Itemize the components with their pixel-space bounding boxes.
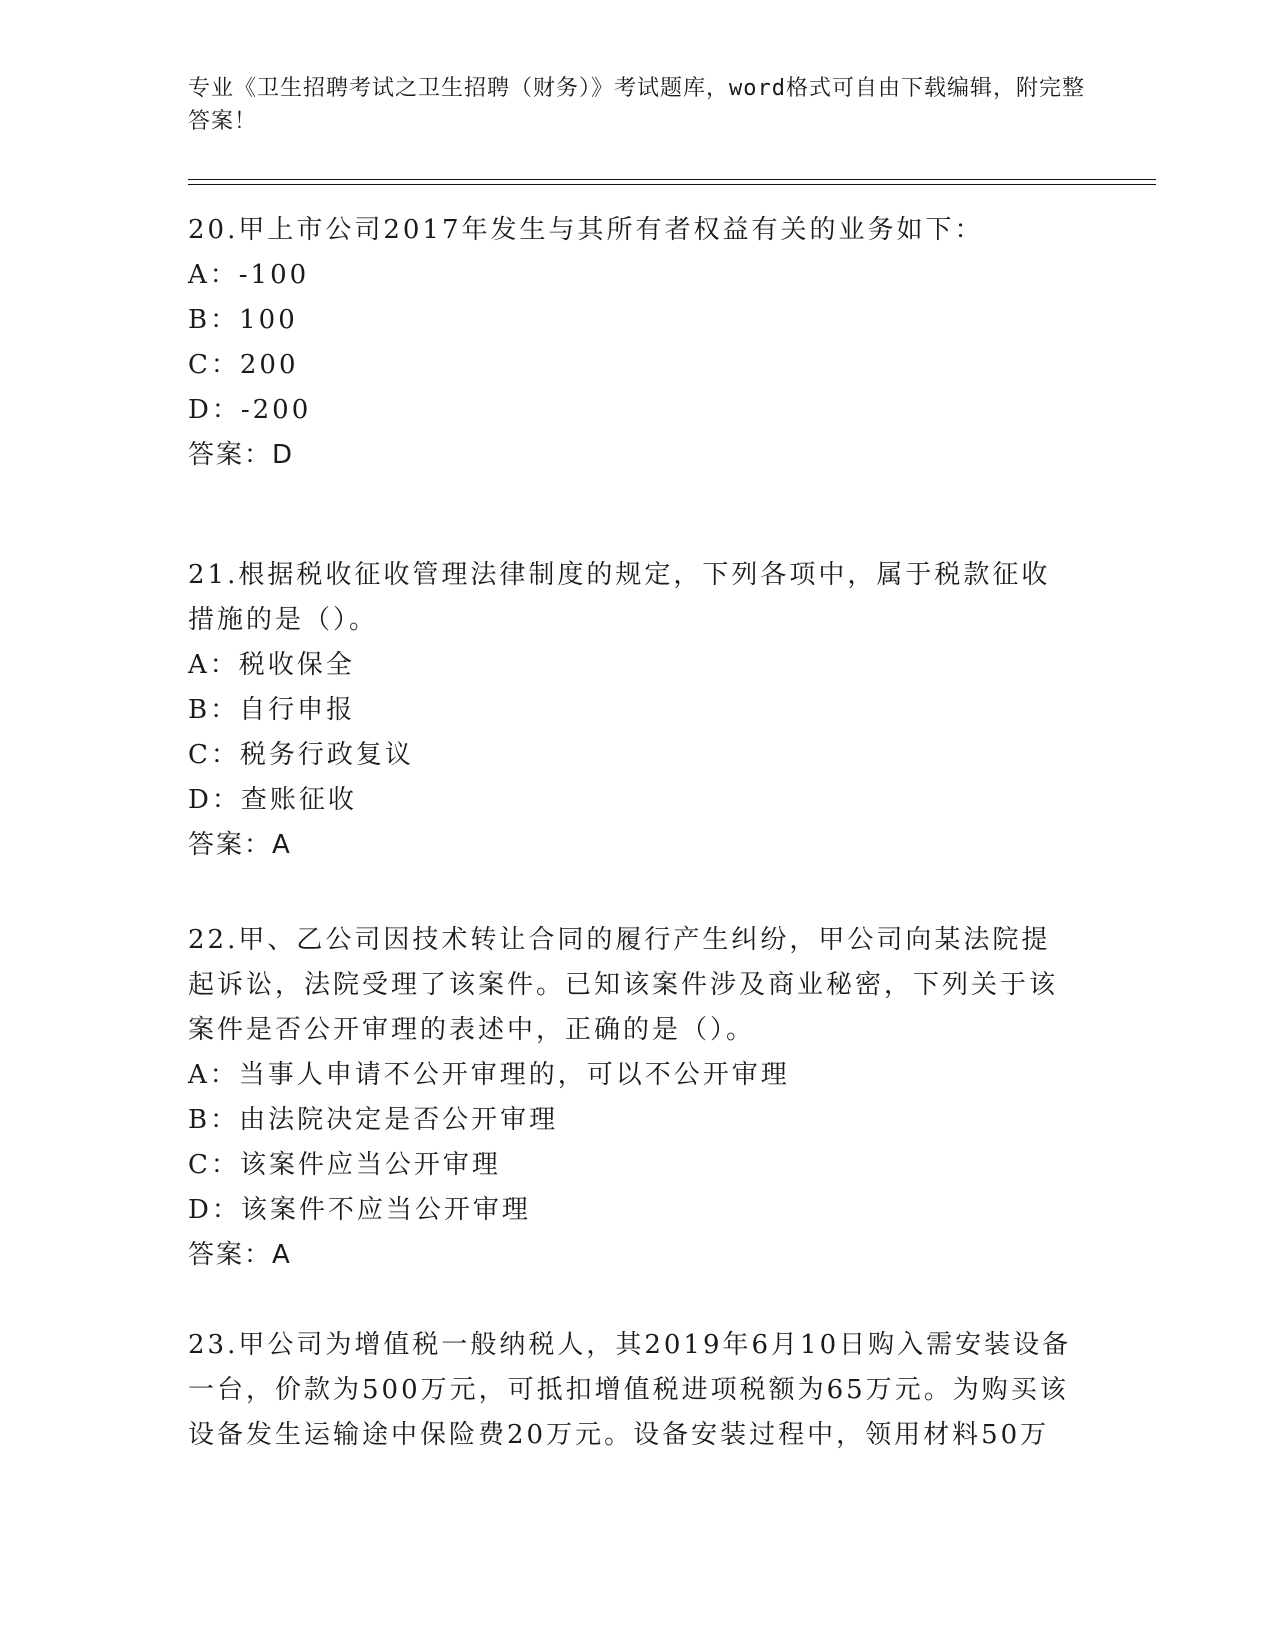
option-d: D：查账征收 [188,785,357,815]
option-c: C：200 [188,350,299,380]
option-b: B：由法院决定是否公开审理 [188,1105,559,1135]
question-stem: 20.甲上市公司2017年发生与其所有者权益有关的业务如下： [188,215,984,245]
option-b: B：100 [188,305,298,335]
question-20 [188,208,1078,478]
option-c: C：该案件应当公开审理 [188,1150,501,1180]
answer-line: 答案：A [188,830,292,860]
answer-line: 答案：D [188,440,295,470]
question-stem: 21.根据税收征收管理法律制度的规定，下列各项中，属于税款征收措施的是（）。 [188,560,1051,635]
question-stem: 23.甲公司为增值税一般纳税人，其2019年6月10日购入需安装设备一台，价款为500万元，可抵扣增值税进项税额为65万元。为购买该设备发生运输途中保险费20万元。设备安装过程中，领用材料50万 [188,1330,1072,1450]
document-header: 专业《卫生招聘考试之卫生招聘（财务）》考试题库，word格式可自由下载编辑，附完整答案！ [188,76,1085,134]
option-b: B：自行申报 [188,695,356,725]
option-a: A：当事人申请不公开审理的，可以不公开审理 [188,1060,790,1090]
question-stem: 22.甲、乙公司因技术转让合同的履行产生纠纷，甲公司向某法院提起诉讼，法院受理了该案件。已知该案件涉及商业秘密，下列关于该案件是否公开审理的表述中，正确的是（）。 [188,925,1059,1045]
option-a: A：-100 [188,260,310,290]
header-divider-bottom [188,184,1156,185]
option-d: D：该案件不应当公开审理 [188,1195,531,1225]
header-divider-top [188,179,1156,180]
option-d: D：-200 [188,395,312,425]
question-21 [188,553,1078,868]
question-23 [188,1323,1078,1458]
option-a: A：税收保全 [188,650,355,680]
question-22 [188,918,1078,1278]
option-c: C：税务行政复议 [188,740,414,770]
answer-line: 答案：A [188,1240,292,1270]
